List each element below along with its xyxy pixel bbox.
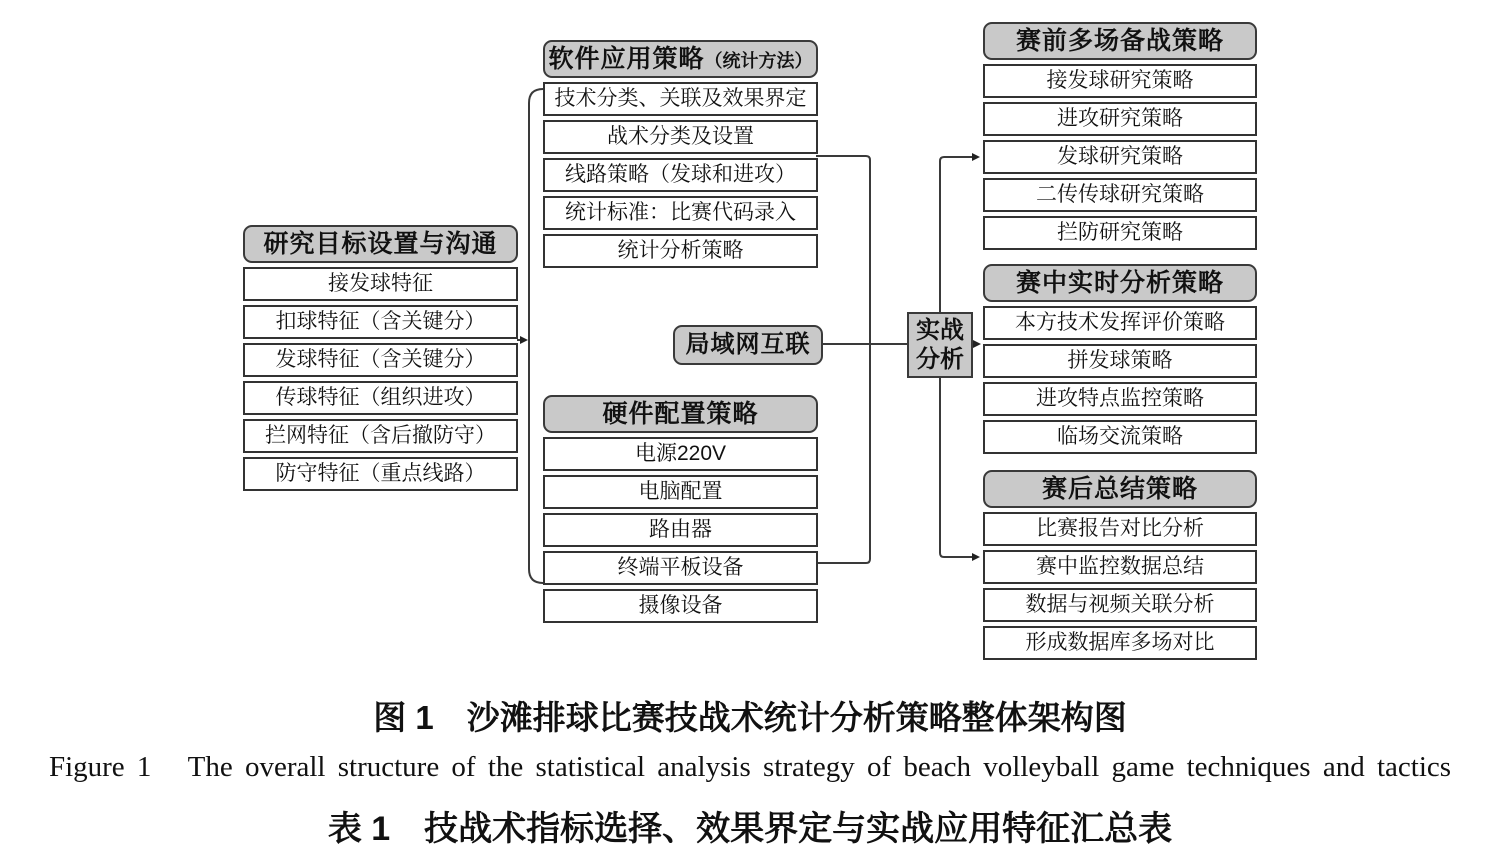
list-item: 拦网特征（含后撤防守） bbox=[243, 419, 518, 453]
column-items-software bbox=[543, 82, 818, 268]
list-item: 拼发球策略 bbox=[983, 344, 1257, 378]
combat-analysis-line2: 分析 bbox=[916, 346, 964, 373]
list-item: 二传传球研究策略 bbox=[983, 178, 1257, 212]
column-prematch bbox=[983, 22, 1257, 254]
list-item: 战术分类及设置 bbox=[543, 120, 818, 154]
column-header-software bbox=[543, 40, 818, 78]
software-header-suffix: （统计方法） bbox=[704, 51, 813, 71]
column-inmatch bbox=[983, 264, 1257, 458]
list-item: 进攻研究策略 bbox=[983, 102, 1257, 136]
column-items-research bbox=[243, 267, 518, 491]
column-research bbox=[243, 225, 518, 495]
list-item: 进攻特点监控策略 bbox=[983, 382, 1257, 416]
connector-software-hardware-loop bbox=[816, 156, 870, 563]
list-item: 临场交流策略 bbox=[983, 420, 1257, 454]
column-items-inmatch bbox=[983, 306, 1257, 454]
lan-box: 局域网互联 bbox=[673, 325, 823, 365]
column-postmatch bbox=[983, 470, 1257, 664]
column-hardware bbox=[543, 395, 818, 627]
list-item: 接发球特征 bbox=[243, 267, 518, 301]
column-software bbox=[543, 40, 818, 272]
column-items-prematch bbox=[983, 64, 1257, 250]
list-item: 技术分类、关联及效果界定 bbox=[543, 82, 818, 116]
software-header-main: 软件应用策略 bbox=[548, 45, 705, 73]
list-item: 电源220V bbox=[543, 437, 818, 471]
list-item: 本方技术发挥评价策略 bbox=[983, 306, 1257, 340]
list-item: 扣球特征（含关键分） bbox=[243, 305, 518, 339]
column-header-inmatch: 赛中实时分析策略 bbox=[983, 264, 1257, 302]
list-item: 线路策略（发球和进攻） bbox=[543, 158, 818, 192]
column-header-prematch: 赛前多场备战策略 bbox=[983, 22, 1257, 60]
list-item: 路由器 bbox=[543, 513, 818, 547]
list-item: 比赛报告对比分析 bbox=[983, 512, 1257, 546]
figure-caption-english: Figure 1 The overall structure of the statistical analysis strategy of beach volleyball game techniques and tactics bbox=[48, 751, 1452, 783]
list-item: 终端平板设备 bbox=[543, 551, 818, 585]
list-item: 发球特征（含关键分） bbox=[243, 343, 518, 377]
column-header-postmatch: 赛后总结策略 bbox=[983, 470, 1257, 508]
connector-combat-to-postmatch bbox=[940, 370, 972, 557]
combat-analysis-box bbox=[907, 312, 973, 378]
list-item: 赛中监控数据总结 bbox=[983, 550, 1257, 584]
bracket-software-hardware bbox=[529, 89, 543, 583]
list-item: 数据与视频关联分析 bbox=[983, 588, 1257, 622]
list-item: 拦防研究策略 bbox=[983, 216, 1257, 250]
list-item: 统计标准：比赛代码录入 bbox=[543, 196, 818, 230]
list-item: 形成数据库多场对比 bbox=[983, 626, 1257, 660]
list-item: 接发球研究策略 bbox=[983, 64, 1257, 98]
column-header-research: 研究目标设置与沟通 bbox=[243, 225, 518, 263]
list-item: 统计分析策略 bbox=[543, 234, 818, 268]
column-items-hardware bbox=[543, 437, 818, 623]
list-item: 电脑配置 bbox=[543, 475, 818, 509]
combat-analysis-line1: 实战 bbox=[916, 317, 964, 344]
list-item: 发球研究策略 bbox=[983, 140, 1257, 174]
table-title-chinese: 表 1 技战术指标选择、效果界定与实战应用特征汇总表 bbox=[327, 810, 1173, 848]
column-items-postmatch bbox=[983, 512, 1257, 660]
column-header-hardware: 硬件配置策略 bbox=[543, 395, 818, 433]
list-item: 摄像设备 bbox=[543, 589, 818, 623]
figure-caption-chinese: 图 1 沙滩排球比赛技战术统计分析策略整体架构图 bbox=[373, 699, 1127, 736]
list-item: 传球特征（组织进攻） bbox=[243, 381, 518, 415]
list-item: 防守特征（重点线路） bbox=[243, 457, 518, 491]
connector-combat-to-prematch bbox=[940, 157, 972, 320]
